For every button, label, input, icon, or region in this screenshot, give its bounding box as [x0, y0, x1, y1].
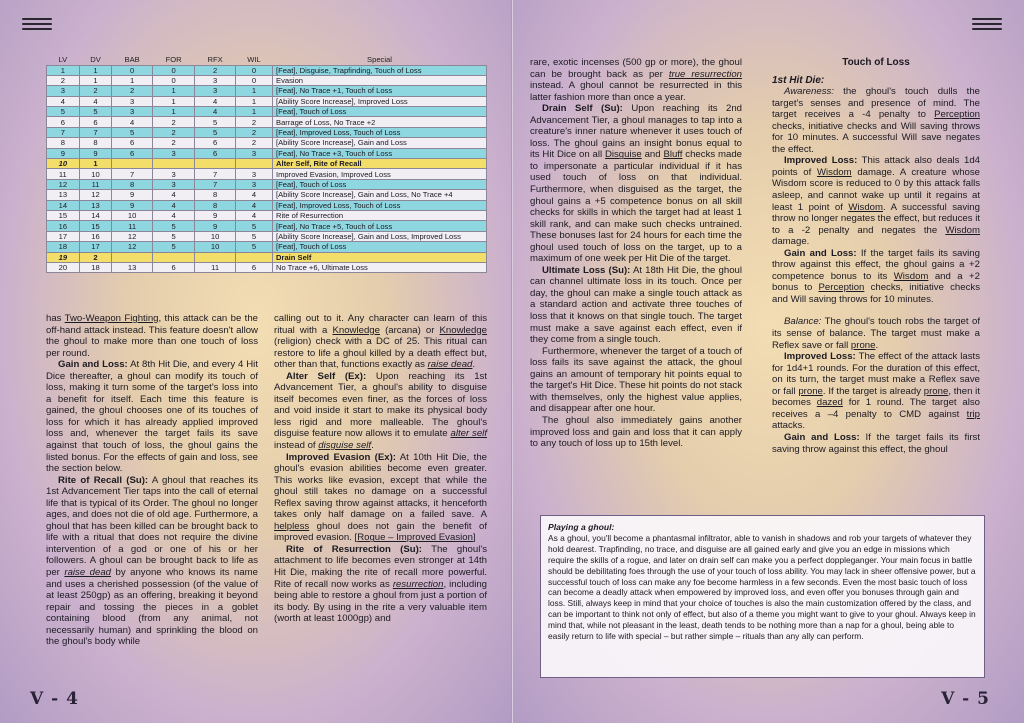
table-cell: 5 [47, 107, 80, 117]
table-cell-special: [Ability Score Increase], Gain and Loss, No Trace +4 [273, 190, 487, 200]
subheading-1st-hit-die: 1st Hit Die: [772, 74, 825, 86]
paragraph-gain-and-loss: Gain and Loss: At 8th Hit Die, and every 4 Hit Dice thereafter, a ghoul can modify its touch of loss, making it turn some of the target's loss into a benefit for itself. Each time this feature is gained, the ghoul chooses one of its touches of loss for which it has already applied improved loss and, whenever the target fails its save against that touch of loss, the ghoul gains the listed bonus. For the effects of gain and loss, see the section below. [46, 359, 258, 475]
table-cell: 9 [79, 148, 112, 158]
table-cell: 3 [235, 148, 272, 158]
table-row [47, 127, 487, 137]
table-row [47, 231, 487, 241]
table-cell: 10 [195, 242, 236, 252]
table-cell: 9 [112, 200, 153, 210]
table-cell: 4 [112, 117, 153, 127]
table-row [47, 190, 487, 200]
table-cell: 5 [79, 107, 112, 117]
paragraph-gain-and-loss: Gain and Loss: If the target fails its saving throw against this effect, the ghoul gains a +2 competence bonus to its Wisdom and a +2 bonus to Perception checks, initiative checks and Will saving throws for 10 minutes. [772, 247, 980, 305]
table-cell [112, 252, 153, 262]
table-row [47, 148, 487, 158]
table-cell-special: [Feat], Touch of Loss [273, 242, 487, 252]
table-cell: 11 [112, 221, 153, 231]
table-cell: 6 [47, 117, 80, 127]
paragraph: has Two-Weapon Fighting, this attack can be the off-hand attack instead. This feature doesn't allow the ghoul to make more than one touch of loss per round. [46, 313, 258, 359]
table-cell-special: No Trace +6, Ultimate Loss [273, 262, 487, 272]
table-cell: 4 [235, 210, 272, 220]
paragraph-balance: Balance: The ghoul's touch robs the target of its sense of balance. The target must make a Reflex save or fall prone. [772, 316, 980, 351]
table-row [47, 117, 487, 127]
table-cell: 13 [112, 262, 153, 272]
table-row [47, 210, 487, 220]
table-cell: 1 [235, 86, 272, 96]
table-cell-special: [Feat], No Trace +1, Touch of Loss [273, 86, 487, 96]
paragraph-improved-loss: Improved Loss: This attack also deals 1d4 points of Wisdom damage. A creature whose Wisdom score is reduced to 0 by this attack falls asleep, and cannot wake up until it regains at least 1 point of Wisdom. A successful saving throw no longer negates the effect, but reduces it to a -2 penalty and negates the Wisdom damage. [772, 155, 980, 248]
paragraph-alter-self: Alter Self (Ex): Upon reaching its 1st Advancement Tier, a ghoul's ability to disguise itself becomes even finer, as the forces of loss and void inside it start to make its physical body less rigid and more malleable. The ghoul's disguise feature now allows it to emulate alter self instead of disguise self. [274, 370, 487, 452]
table-cell: 10 [79, 169, 112, 179]
sidebar-text: As a ghoul, you'll become a phantasmal infiltrator, able to vanish in shadows and rob your targets of whatever they hold dearest. Trapfinding, no trace, and disguise are all gained early and give you an edge in missions which require the skills of a rogue, and later on drain self can make you a perfect doppleganger. Your main focus in battle should be debilitating foes through the use of your touch of loss ability. You may lack in sheer offensive power, but a successful touch of loss can make any foe become harmless in a few seconds. Even the most basic touch of loss can become a deadly attack when empowered by improved loss, and even offer you bonuses through gain and loss. Still, always keep in mind that your choice of touches is also the main customization offered by the class, and can be important to think not only of effect, but also of a theme you might want to give to your ghoul. Always keep in mind that, while not pleasant in the least, death tends to be nothing more than a nap for a ghoul, being able to easily return to life with special – but rather simple – rituals than any ally can perform. [548, 532, 976, 642]
table-cell [235, 252, 272, 262]
table-row [47, 75, 487, 85]
table-cell: 7 [195, 179, 236, 189]
table-cell: 0 [235, 75, 272, 85]
table-cell: 13 [79, 200, 112, 210]
table-cell: 1 [235, 96, 272, 106]
table-row [47, 65, 487, 75]
table-cell-special: [Ability Score Increase], Gain and Loss [273, 138, 487, 148]
table-cell [235, 159, 272, 169]
table-cell: 20 [47, 262, 80, 272]
table-cell: 16 [47, 221, 80, 231]
table-cell: 15 [79, 221, 112, 231]
header-dv: DV [90, 55, 101, 65]
table-cell: 2 [235, 138, 272, 148]
table-cell: 12 [79, 190, 112, 200]
table-cell-special: [Feat], No Trace +5, Touch of Loss [273, 221, 487, 231]
table-cell: 6 [152, 262, 194, 272]
table-cell [195, 159, 236, 169]
table-row [47, 221, 487, 231]
ghoul-progression-table [46, 55, 487, 273]
table-cell-special: Improved Evasion, Improved Loss [273, 169, 487, 179]
table-cell: 8 [47, 138, 80, 148]
table-cell: 6 [235, 262, 272, 272]
table-cell: 1 [152, 96, 194, 106]
table-cell: 9 [112, 190, 153, 200]
table-cell: 16 [79, 231, 112, 241]
table-cell [195, 252, 236, 262]
table-cell-special: [Ability Score Increase], Improved Loss [273, 96, 487, 106]
table-cell: 12 [47, 179, 80, 189]
table-cell-special: [Feat], Disguise, Trapfinding, Touch of Loss [273, 65, 487, 75]
table-cell: 1 [47, 65, 80, 75]
right-column-1 [530, 57, 742, 450]
table-cell: 12 [112, 231, 153, 241]
table-cell: 4 [195, 96, 236, 106]
right-column-2 [772, 57, 980, 455]
table-cell: 2 [79, 252, 112, 262]
paragraph: Furthermore, whenever the target of a touch of loss fails its save against the attack, the ghoul gains an amount of temporary hit points equal to the target's Hit Dice. These hit points do not stack with themselves, only the highest value applies, and disappear after one hour. [530, 345, 742, 415]
playing-a-ghoul-sidebar [540, 515, 985, 678]
table-cell: 17 [79, 242, 112, 252]
table-cell: 14 [47, 200, 80, 210]
table-cell-special: Drain Self [273, 252, 487, 262]
table-cell: 3 [112, 96, 153, 106]
table-row [47, 242, 487, 252]
header-for: FOR [165, 55, 182, 65]
left-column-1 [46, 313, 258, 648]
table-cell: 2 [235, 117, 272, 127]
table-cell: 4 [152, 210, 194, 220]
table-cell: 3 [235, 179, 272, 189]
table-header-row [47, 55, 487, 65]
table-cell: 5 [152, 242, 194, 252]
paragraph: The ghoul also immediately gains another improved loss and gain and loss that it can apply to any touch of loss up to 15th level. [530, 414, 742, 450]
corner-ornament-icon [22, 18, 52, 32]
table-row [47, 169, 487, 179]
table-cell: 4 [235, 200, 272, 210]
table-cell: 1 [152, 107, 194, 117]
table-cell: 3 [152, 169, 194, 179]
table-cell: 8 [195, 200, 236, 210]
page-number: V - 5 [941, 689, 990, 709]
table-cell: 17 [47, 231, 80, 241]
table-cell: 7 [112, 169, 153, 179]
page-number: V - 4 [30, 689, 79, 709]
table-cell: 5 [152, 221, 194, 231]
table-cell: 1 [79, 75, 112, 85]
paragraph: rare, exotic incenses (500 gp or more), the ghoul can be brought back as per true resurrection instead. A ghoul cannot be resurrected in this latter fashion more than once a year. [530, 57, 742, 103]
table-cell: 13 [47, 190, 80, 200]
table-cell: 0 [152, 65, 194, 75]
table-cell: 5 [235, 231, 272, 241]
table-cell: 7 [79, 127, 112, 137]
table-cell: 10 [195, 231, 236, 241]
table-cell: 4 [47, 96, 80, 106]
table-cell-special: [Ability Score Increase], Gain and Loss, Improved Loss [273, 231, 487, 241]
section-heading-touch-of-loss: Touch of Loss [842, 57, 910, 68]
table-cell: 5 [195, 127, 236, 137]
table-cell: 1 [235, 107, 272, 117]
table-row [47, 200, 487, 210]
table-cell: 0 [112, 65, 153, 75]
table-cell: 5 [235, 221, 272, 231]
table-cell: 4 [79, 96, 112, 106]
table-row [47, 96, 487, 106]
paragraph-improved-loss: Improved Loss: The effect of the attack lasts for 1d4+1 rounds. For the duration of this effect, on its turn, the target must make a Reflex save or fall prone. If the target is already prone, then it becomes dazed for 1 round. The target also receives a –4 penalty to CMD against trip attacks. [772, 351, 981, 432]
table-cell: 3 [195, 86, 236, 96]
header-special: Special [367, 55, 392, 65]
table-row [47, 262, 487, 272]
table-row [47, 86, 487, 96]
paragraph-rite-of-resurrection: Rite of Resurrection (Su): The ghoul's attachment to life becomes even stronger at 14th Hit Die, making the rite of recall more powerful. Rite of recall now works as resurrection, including being able to restore a ghoul from just a portion of its body. By using in the rite a very valuable item (worth at least 1000gp) and [274, 543, 488, 625]
paragraph-rite-of-recall: Rite of Recall (Su): A ghoul that reaches its 1st Advancement Tier taps into the call of eternal life that is typical of its Order. The ghoul no longer ages, and does not die of old age. Furthermore, a ghoul that has been killed can be brought back to life with a ritual that does not require the divine intervention of a god or one of his or her followers. A ghoul can be brought back to life as per raise dead by anyone who knows its name and uses a cherished possession (of the value of at least 250gp) as an offering, breaking it beyond repair and tossing the pieces in a goblet containing blood (from any animal, not necessarily human) and sprinkling the blood on the ghoul's body while [46, 474, 258, 648]
table-cell: 2 [235, 127, 272, 137]
table-cell: 11 [79, 179, 112, 189]
table-cell: 5 [195, 117, 236, 127]
table-cell: 2 [152, 127, 194, 137]
table-cell: 2 [195, 65, 236, 75]
table-row [47, 159, 487, 169]
table-cell: 5 [152, 231, 194, 241]
table-cell: 9 [195, 221, 236, 231]
table-cell: 8 [79, 138, 112, 148]
table-cell: 2 [47, 75, 80, 85]
table-cell [152, 159, 194, 169]
table-cell-special: Barrage of Loss, No Trace +2 [273, 117, 487, 127]
header-wil: WIL [247, 55, 261, 65]
header-rfx: RFX [207, 55, 223, 65]
table-cell: 3 [152, 179, 194, 189]
table-cell-special: Evasion [273, 75, 487, 85]
paragraph: calling out to it. Any character can learn of this ritual with a Knowledge (arcana) or Knowledge (religion) check with a DC of 25. This ritual can restore to life a ghoul killed by a death effect but, other than that, functions exactly as raise dead. [274, 313, 487, 371]
table-cell-special: Alter Self, Rite of Recall [273, 159, 487, 169]
table-cell: 18 [79, 262, 112, 272]
table-cell-special: [Feat], Touch of Loss [273, 107, 487, 117]
table-cell: 5 [112, 127, 153, 137]
table-cell: 6 [79, 117, 112, 127]
table-cell: 8 [195, 190, 236, 200]
table-cell: 2 [79, 86, 112, 96]
table-cell: 7 [47, 127, 80, 137]
corner-ornament-icon [972, 18, 1002, 32]
table-cell: 11 [47, 169, 80, 179]
table-cell: 3 [195, 75, 236, 85]
paragraph-ultimate-loss: Ultimate Loss (Su): At 18th Hit Die, the ghoul can channel ultimate loss in its touch. Once per day, the ghoul can make a single touch attack as a standard action and activate three touches of loss that it knows on that single touch. The target must make a save against each effect, even if they come from a single touch. [530, 264, 743, 346]
table-cell: 15 [47, 210, 80, 220]
paragraph-awareness: Awareness: the ghoul's touch dulls the target's senses and presence of mind. The target receives a -4 penalty to Perception checks, initiative checks and Will saving throws for 10 minutes. A successful Will save negates the effect. [772, 86, 980, 155]
header-lv: LV [58, 55, 68, 65]
table-cell: 18 [47, 242, 80, 252]
table-cell: 0 [152, 75, 194, 85]
table-cell: 2 [152, 138, 194, 148]
table-cell: 10 [47, 159, 80, 169]
table-cell: 5 [235, 242, 272, 252]
table-cell: 1 [79, 159, 112, 169]
table-cell-special: Rite of Resurrection [273, 210, 487, 220]
table-cell: 6 [112, 138, 153, 148]
table-cell: 3 [235, 169, 272, 179]
table-cell: 4 [195, 107, 236, 117]
table-cell: 12 [112, 242, 153, 252]
table-cell: 19 [47, 252, 80, 262]
table-cell: 0 [235, 65, 272, 75]
table-cell: 4 [152, 200, 194, 210]
table-cell: 6 [112, 148, 153, 158]
table-row [47, 252, 487, 262]
paragraph-drain-self: Drain Self (Su): Upon reaching its 2nd Advancement Tier, a ghoul manages to tap into a creature's inner nature whenever it uses touch of loss. The ghoul gains an insight bonus equal to its Hit Dice on all Disguise and Bluff checks made to impersonate a particular individual if it has used touch of loss on that individual. Furthermore, when disguised as the target, the ghoul gains a +5 competence bonus on all skill checks for skills in which the target had at least 1 skill rank, and can make such checks untrained. These bonuses last for 24 hours for each time the ghoul used touch of loss on the target, up to a maximum of one week per Hit Die of the target. [530, 103, 743, 265]
table-cell: 11 [195, 262, 236, 272]
table-cell: 1 [79, 65, 112, 75]
table-cell: 3 [112, 107, 153, 117]
table-cell: 3 [47, 86, 80, 96]
table-cell: 9 [47, 148, 80, 158]
paragraph-gain-and-loss: Gain and Loss: If the target fails its first saving throw against this effect, the ghoul [772, 431, 980, 455]
table-cell: 1 [112, 75, 153, 85]
paragraph-improved-evasion: Improved Evasion (Ex): At 10th Hit Die, the ghoul's evasion abilities become even greater. This works like evasion, except that while the ghoul still takes no damage on a successful Reflex saving throw against attacks, it henceforth takes only half damage on a failed save. A helpless ghoul does not gain the benefit of improved evasion. [Rogue – Improved Evasion] [274, 451, 487, 544]
table-cell-special: [Feat], Improved Loss, Touch of Loss [273, 127, 487, 137]
table-cell: 2 [112, 86, 153, 96]
table-cell: 4 [152, 190, 194, 200]
table-cell: 3 [152, 148, 194, 158]
table-cell [152, 252, 194, 262]
table-cell: 10 [112, 210, 153, 220]
table-row [47, 138, 487, 148]
table-cell: 9 [195, 210, 236, 220]
table-cell: 2 [152, 117, 194, 127]
left-column-2 [274, 313, 487, 625]
table-cell: 7 [195, 169, 236, 179]
table-cell-special: [Feat], Improved Loss, Touch of Loss [273, 200, 487, 210]
table-cell: 6 [195, 138, 236, 148]
table-row [47, 179, 487, 189]
header-bab: BAB [124, 55, 140, 65]
table-cell [112, 159, 153, 169]
sidebar-title: Playing a ghoul: [548, 522, 615, 532]
table-cell: 4 [235, 190, 272, 200]
table-cell: 14 [79, 210, 112, 220]
table-cell: 8 [112, 179, 153, 189]
table-cell-special: [Feat], No Trace +3, Touch of Loss [273, 148, 487, 158]
table-cell: 1 [152, 86, 194, 96]
table-cell-special: [Feat], Touch of Loss [273, 179, 487, 189]
table-row [47, 107, 487, 117]
table-cell: 6 [195, 148, 236, 158]
